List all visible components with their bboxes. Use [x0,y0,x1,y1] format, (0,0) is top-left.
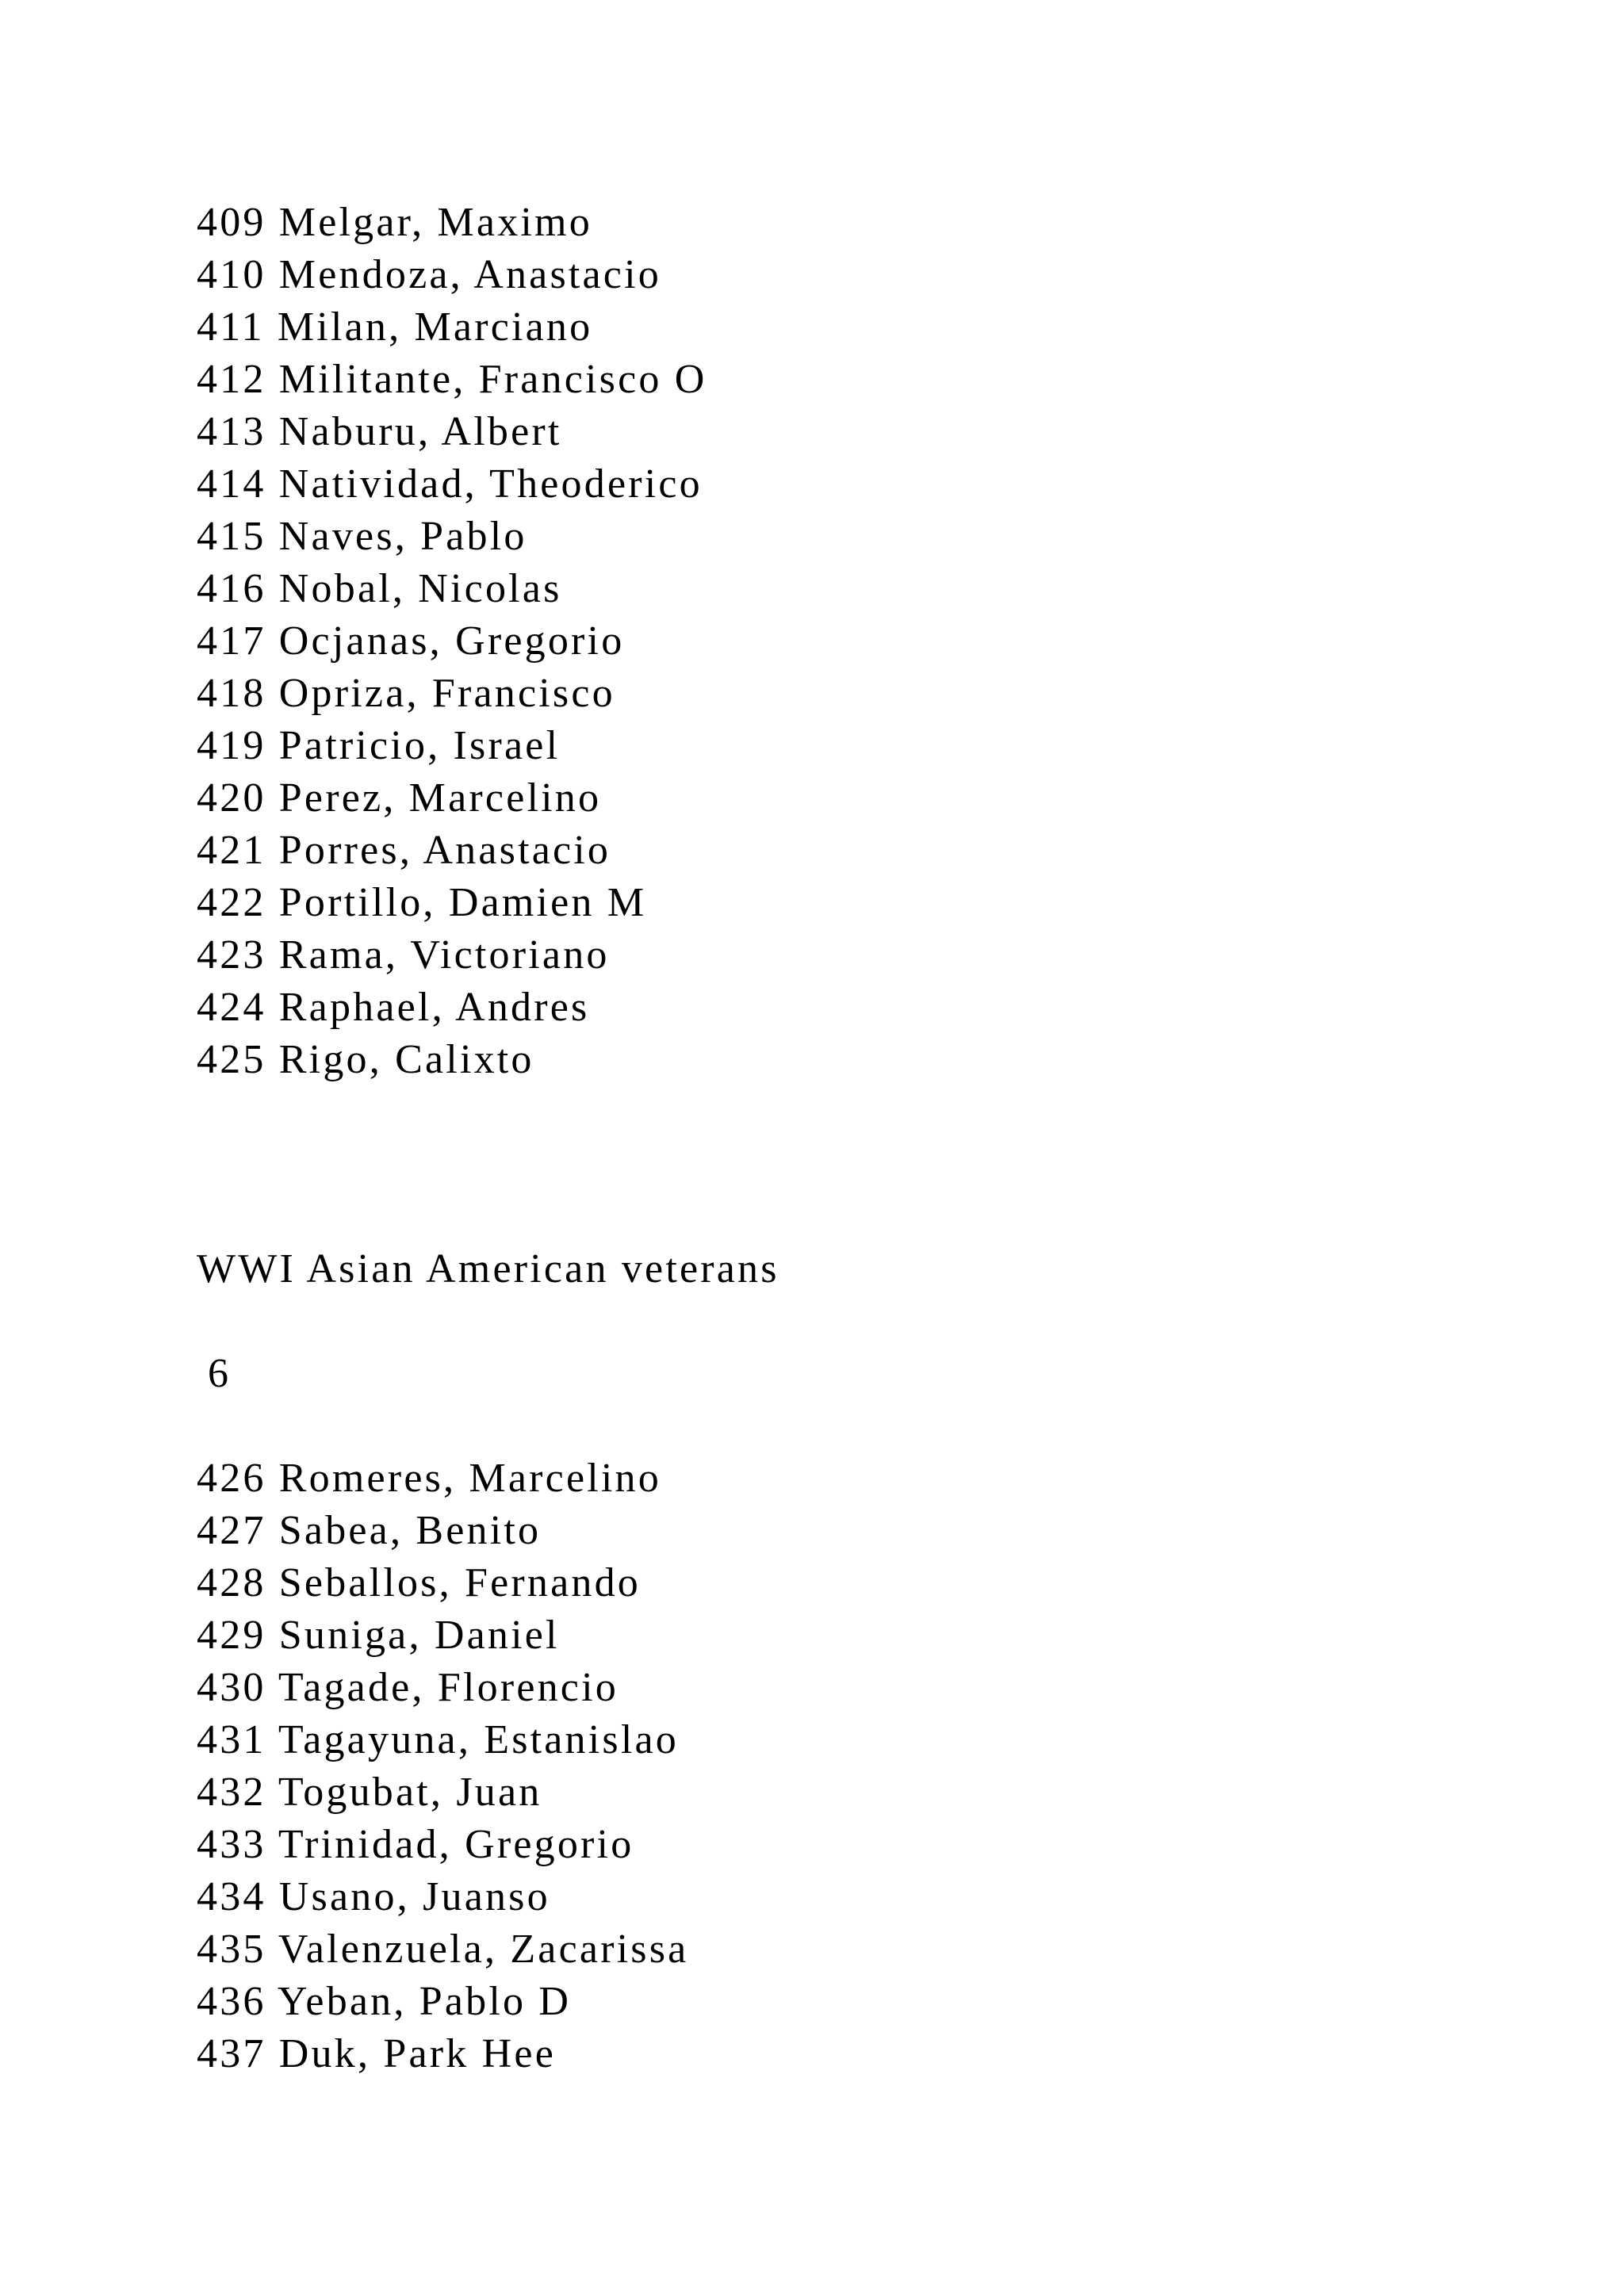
list-item: 420 Perez, Marcelino [197,775,602,821]
list-item: 422 Portillo, Damien M [197,880,647,925]
running-title: WWI Asian American veterans [197,1246,779,1292]
list-item: 417 Ocjanas, Gregorio [197,618,625,664]
list-item: 429 Suniga, Daniel [197,1613,560,1658]
list-item: 421 Porres, Anastacio [197,828,611,873]
list-item: 437 Duk, Park Hee [197,2031,556,2076]
list-item: 424 Raphael, Andres [197,985,590,1030]
list-item: 409 Melgar, Maximo [197,200,592,245]
list-item: 414 Natividad, Theoderico [197,461,703,507]
list-item: 423 Rama, Victoriano [197,932,610,978]
list-item: 433 Trinidad, Gregorio [197,1822,634,1867]
list-item: 419 Patricio, Israel [197,723,561,768]
list-item: 428 Seballos, Fernando [197,1560,642,1605]
list-item: 427 Sabea, Benito [197,1508,542,1553]
list-item: 431 Tagayuna, Estanislao [197,1717,679,1762]
list-item: 432 Togubat, Juan [197,1770,542,1815]
page-number: 6 [208,1351,232,1396]
list-item: 415 Naves, Pablo [197,514,527,559]
list-item: 436 Yeban, Pablo D [197,1979,572,2024]
list-item: 434 Usano, Juanso [197,1874,550,1919]
list-item: 410 Mendoza, Anastacio [197,252,661,297]
list-item: 416 Nobal, Nicolas [197,566,562,611]
list-item: 413 Naburu, Albert [197,409,562,454]
list-item: 418 Opriza, Francisco [197,671,615,716]
list-item: 430 Tagade, Florencio [197,1665,619,1710]
list-item: 425 Rigo, Calixto [197,1037,534,1082]
list-item: 435 Valenzuela, Zacarissa [197,1927,689,1972]
list-item: 412 Militante, Francisco O [197,357,707,402]
list-item: 411 Milan, Marciano [197,304,593,350]
list-item: 426 Romeres, Marcelino [197,1456,661,1501]
